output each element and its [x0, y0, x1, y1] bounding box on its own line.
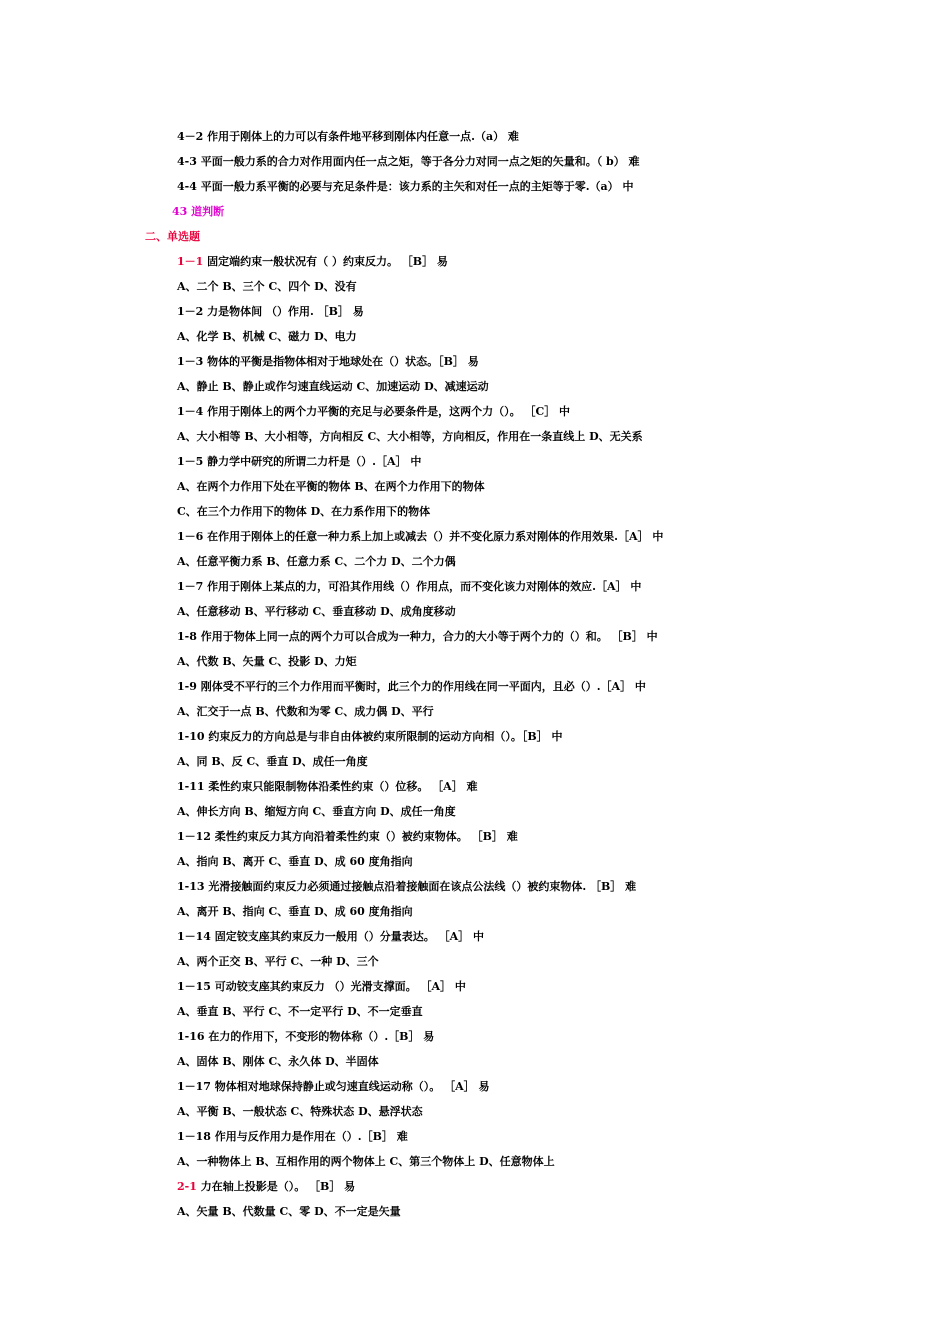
options-1-2: A、化学 B、机械 C、磁力 D、电力: [177, 330, 357, 343]
question-1-13: 1-13 光滑接触面约束反力必须通过接触点沿着接触面在该点公法线（）被约束物体. ［B］ 难: [177, 880, 637, 893]
options-1-18: A、一种物体上 B、互相作用的两个物体上 C、第三个物体上 D、任意物体上: [177, 1155, 555, 1168]
options-1-5-cd: C、在三个力作用下的物体 D、在力系作用下的物体: [177, 505, 431, 518]
options-1-5-ab: A、在两个力作用下处在平衡的物体 B、在两个力作用下的物体: [177, 480, 485, 493]
question-1-2: 1－2 力是物体间 （）作用. ［B］ 易: [177, 305, 364, 318]
question-1-9: 1-9 刚体受不平行的三个力作用而平衡时，此三个力的作用线在同一平面内，且必（）.［A］ 中: [177, 680, 646, 693]
options-1-3: A、静止 B、静止或作匀速直线运动 C、加速运动 D、减速运动: [177, 380, 489, 393]
question-1-15: 1－15 可动铰支座其约束反力 （）光滑支撑面。 ［A］ 中: [177, 980, 466, 993]
true-false-item-4-3: 4-3 平面一般力系的合力对作用面内任一点之矩，等于各分力对同一点之矩的矢量和。（ b） 难: [177, 155, 640, 168]
question-1-7: 1－7 作用于刚体上某点的力，可沿其作用线（）作用点，而不变化该力对刚体的效应.［A］ 中: [177, 580, 642, 593]
true-false-item-4-4: 4-4 平面一般力系平衡的必要与充足条件是：该力系的主矢和对任一点的主矩等于零.（a） 中: [177, 180, 634, 193]
options-1-9: A、汇交于一点 B、代数和为零 C、成力偶 D、平行: [177, 705, 434, 718]
options-1-4: A、大小相等 B、大小相等，方向相反 C、大小相等，方向相反，作用在一条直线上 D、无关系: [177, 430, 643, 443]
true-false-item-4-2: 4－2 作用于刚体上的力可以有条件地平移到刚体内任意一点.（a） 难: [177, 130, 519, 143]
question-text: 固定端约束一般状况有（ ）约束反力。 ［B］ 易: [203, 255, 448, 268]
question-text: 力在轴上投影是（）。 ［B］ 易: [196, 1180, 356, 1193]
options-1-14: A、两个正交 B、平行 C、一种 D、三个: [177, 955, 379, 968]
question-1-17: 1－17 物体相对地球保持静止或匀速直线运动称（）。 ［A］ 易: [177, 1080, 490, 1093]
question-1-4: 1－4 作用于刚体上的两个力平衡的充足与必要条件是，这两个力（）。 ［C］ 中: [177, 405, 571, 418]
options-1-11: A、伸长方向 B、缩短方向 C、垂直方向 D、成任一角度: [177, 805, 456, 818]
question-1-12: 1－12 柔性约束反力其方向沿着柔性约束（）被约束物体。 ［B］ 难: [177, 830, 518, 843]
options-1-16: A、固体 B、刚体 C、永久体 D、半固体: [177, 1055, 379, 1068]
options-1-7: A、任意移动 B、平行移动 C、垂直移动 D、成角度移动: [177, 605, 456, 618]
options-1-6: A、任意平衡力系 B、任意力系 C、二个力 D、二个力偶: [177, 555, 456, 568]
question-1-14: 1－14 固定铰支座其约束反力一般用（）分量表达。 ［A］ 中: [177, 930, 484, 943]
question-2-1: [177, 1180, 355, 1194]
question-1-6: 1－6 在作用于刚体上的任意一种力系上加上或减去（）并不变化原力系对刚体的作用效果.［A］ 中: [177, 530, 664, 543]
options-1-8: A、代数 B、矢量 C、投影 D、力矩: [177, 655, 357, 668]
question-1-3: 1－3 物体的平衡是指物体相对于地球处在（）状态。［B］ 易: [177, 355, 479, 368]
question-1-16: 1-16 在力的作用下，不变形的物体称（）.［B］ 易: [177, 1030, 435, 1043]
options-1-1: A、二个 B、三个 C、四个 D、没有: [177, 280, 357, 293]
options-1-15: A、垂直 B、平行 C、不一定平行 D、不一定垂直: [177, 1005, 423, 1018]
options-1-10: A、同 B、反 C、垂直 D、成任一角度: [177, 755, 368, 768]
options-1-13: A、离开 B、指向 C、垂直 D、成 60 度角指向: [177, 905, 413, 918]
question-1-1: [177, 255, 448, 269]
question-1-18: 1－18 作用与反作用力是作用在（）.［B］ 难: [177, 1130, 408, 1143]
section-heading-single-choice: 二、单选题: [145, 230, 200, 243]
options-1-17: A、平衡 B、一般状态 C、特殊状态 D、悬浮状态: [177, 1105, 423, 1118]
question-1-11: 1-11 柔性约束只能限制物体沿柔性约束（）位移。 ［A］ 难: [177, 780, 478, 793]
question-1-10: 1-10 约束反力的方向总是与非自由体被约束所限制的运动方向相（）。［B］ 中: [177, 730, 563, 743]
question-number: 1－1: [177, 255, 204, 268]
question-number: 2-1: [177, 1180, 197, 1193]
options-2-1: A、矢量 B、代数量 C、零 D、不一定是矢量: [177, 1205, 401, 1218]
true-false-count: 43 道判断: [172, 205, 225, 218]
question-1-8: 1-8 作用于物体上同一点的两个力可以合成为一种力，合力的大小等于两个力的（）和。 ［B］ 中: [177, 630, 658, 643]
options-1-12: A、指向 B、离开 C、垂直 D、成 60 度角指向: [177, 855, 413, 868]
question-1-5: 1－5 静力学中研究的所谓二力杆是（）.［A］ 中: [177, 455, 422, 468]
